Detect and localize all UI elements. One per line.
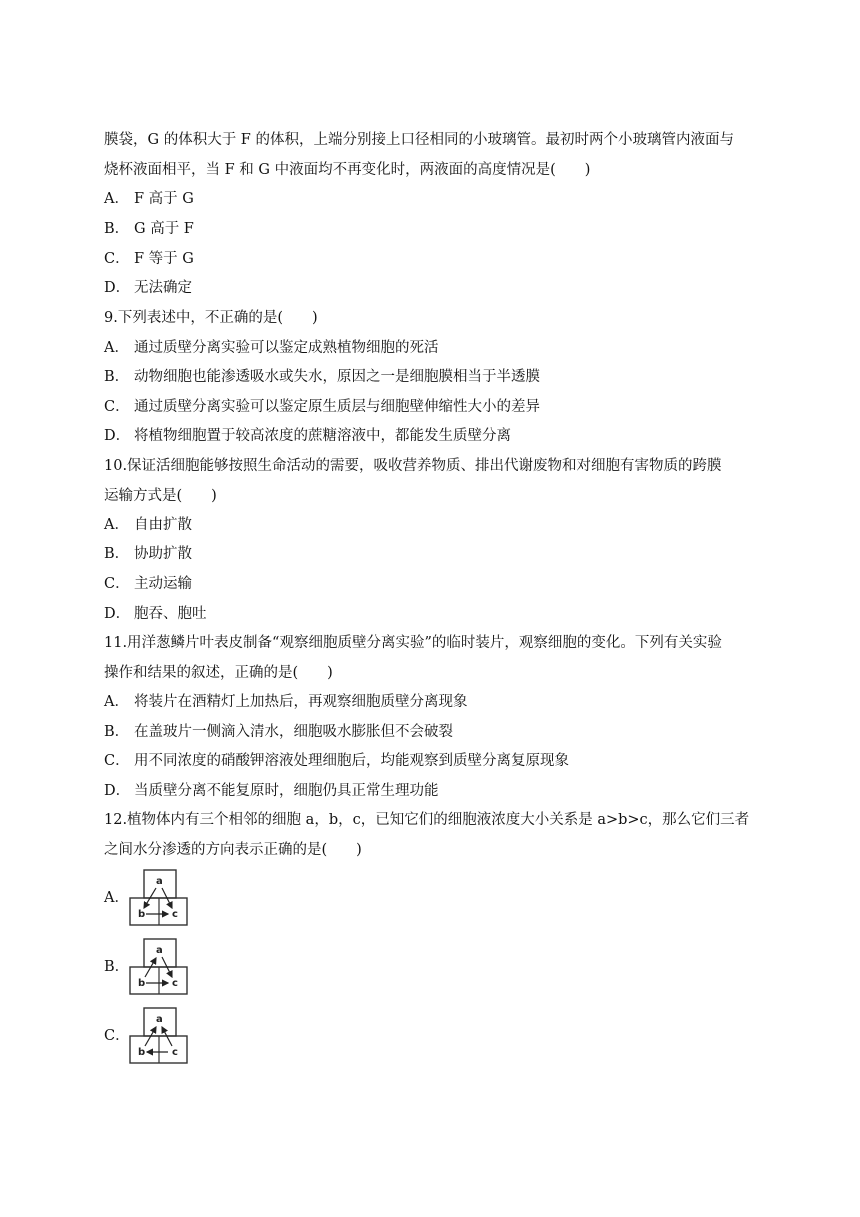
option-text: 将装片在酒精灯上加热后，再观察细胞质壁分离现象 xyxy=(134,694,468,710)
q11-option-c xyxy=(104,751,569,771)
q9-option-d xyxy=(104,426,511,446)
option-letter: A． xyxy=(104,340,129,356)
cell-diagram-b xyxy=(128,937,190,997)
option-letter: C． xyxy=(104,251,130,267)
q12-option-b-diagram xyxy=(128,937,190,997)
q11-option-a xyxy=(104,692,468,712)
cell-label-c: c xyxy=(172,1047,178,1058)
option-letter: C． xyxy=(104,753,130,769)
option-text: 主动运输 xyxy=(134,576,192,592)
q11-option-d xyxy=(104,781,439,801)
q8-option-d xyxy=(104,278,192,298)
option-text: G 高于 F xyxy=(134,221,194,237)
option-letter: A． xyxy=(104,694,129,710)
cell-label-b: b xyxy=(138,1047,146,1058)
q9-option-a xyxy=(104,338,439,358)
option-letter: D． xyxy=(104,606,131,622)
option-letter: A． xyxy=(104,191,129,207)
option-letter: C． xyxy=(104,399,130,415)
cell-diagram-c xyxy=(128,1006,190,1066)
q10-option-b xyxy=(104,544,192,564)
q10-stem-line-1: 10.保证活细胞能够按照生命活动的需要，吸收营养物质、排出代谢废物和对细胞有害物质的跨膜 xyxy=(104,458,722,474)
q8-stem-line-1: 膜袋，G 的体积大于 F 的体积，上端分别接上口径相同的小玻璃管。最初时两个小玻璃管内液面与 xyxy=(104,132,734,148)
option-text: 用不同浓度的硝酸钾溶液处理细胞后，均能观察到质壁分离复原现象 xyxy=(134,753,569,769)
q11-stem-line-2: 操作和结果的叙述，正确的是( ) xyxy=(104,665,333,681)
option-text: 自由扩散 xyxy=(134,517,192,533)
option-text: 胞吞、胞吐 xyxy=(134,606,207,622)
option-text: F 高于 G xyxy=(134,191,194,207)
q8-stem-line-2: 烧杯液面相平，当 F 和 G 中液面均不再变化时，两液面的高度情况是( ) xyxy=(104,162,591,178)
q12-option-a-diagram xyxy=(128,868,190,928)
q12-option-b-letter: B． xyxy=(104,959,130,975)
q10-option-c xyxy=(104,574,192,594)
option-text: 动物细胞也能渗透吸水或失水，原因之一是细胞膜相当于半透膜 xyxy=(134,369,540,385)
q8-option-a xyxy=(104,189,194,209)
q12-option-c-diagram xyxy=(128,1006,190,1066)
q9-option-c xyxy=(104,397,540,417)
option-letter: B． xyxy=(104,369,130,385)
cell-label-c: c xyxy=(172,909,178,920)
q9-stem: 9.下列表述中，不正确的是( ) xyxy=(104,310,318,326)
option-letter: B． xyxy=(104,221,130,237)
q12-option-c-letter: C． xyxy=(104,1028,130,1044)
cell-label-a: a xyxy=(156,945,163,956)
option-text: 通过质壁分离实验可以鉴定成熟植物细胞的死活 xyxy=(134,340,439,356)
q9-option-b xyxy=(104,367,540,387)
option-letter: B． xyxy=(104,546,130,562)
option-letter: B． xyxy=(104,724,130,740)
option-text: 当质壁分离不能复原时，细胞仍具正常生理功能 xyxy=(134,783,439,799)
cell-label-a: a xyxy=(156,1014,163,1025)
option-letter: D． xyxy=(104,428,131,444)
cell-label-a: a xyxy=(156,876,163,887)
option-text: F 等于 G xyxy=(134,251,194,267)
cell-label-c: c xyxy=(172,978,178,989)
cell-label-b: b xyxy=(138,978,146,989)
option-text: 协助扩散 xyxy=(134,546,192,562)
q10-option-a xyxy=(104,515,192,535)
option-letter: D． xyxy=(104,783,131,799)
option-text: 在盖玻片一侧滴入清水，细胞吸水膨胀但不会破裂 xyxy=(134,724,453,740)
cell-diagram-a xyxy=(128,868,190,928)
option-text: 通过质壁分离实验可以鉴定原生质层与细胞壁伸缩性大小的差异 xyxy=(134,399,540,415)
q8-option-c xyxy=(104,249,194,269)
option-letter: A． xyxy=(104,517,129,533)
q10-stem-line-2: 运输方式是( ) xyxy=(104,488,217,504)
option-letter: C． xyxy=(104,576,130,592)
q8-option-b xyxy=(104,219,194,239)
cell-label-b: b xyxy=(138,909,146,920)
option-text: 无法确定 xyxy=(134,280,192,296)
option-letter: D． xyxy=(104,280,131,296)
q11-option-b xyxy=(104,722,453,742)
q12-stem-line-1: 12.植物体内有三个相邻的细胞 a，b，c，已知它们的细胞液浓度大小关系是 a>b>c，那么它们三者 xyxy=(104,812,750,828)
q11-stem-line-1: 11.用洋葱鳞片叶表皮制备“观察细胞质壁分离实验”的临时装片，观察细胞的变化。下列有关实验 xyxy=(104,635,722,651)
option-text: 将植物细胞置于较高浓度的蔗糖溶液中，都能发生质壁分离 xyxy=(134,428,511,444)
q12-option-a-letter: A． xyxy=(104,890,129,906)
q12-stem-line-2: 之间水分渗透的方向表示正确的是( ) xyxy=(104,842,362,858)
q10-option-d xyxy=(104,604,207,624)
